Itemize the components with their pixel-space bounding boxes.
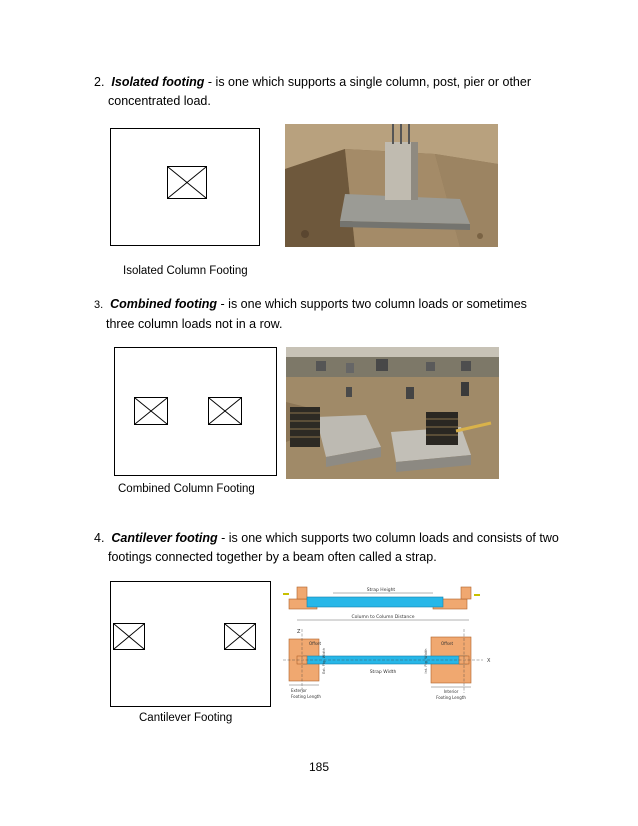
section-isolated-text bbox=[94, 73, 564, 111]
column-distance-label: Column to Column Distance bbox=[351, 615, 415, 620]
column-box bbox=[208, 397, 242, 425]
strap-width-label: Strap Width bbox=[369, 670, 397, 675]
strap-footing-diagram bbox=[283, 581, 498, 703]
section-number: 3. bbox=[94, 299, 104, 311]
term-combined-footing: Combined footing bbox=[110, 297, 218, 311]
combined-footing-photo bbox=[286, 347, 499, 479]
interior-label: Interior bbox=[443, 689, 459, 694]
definition-text: - is one which supports two column loads and consists of two bbox=[217, 531, 559, 545]
section-cantilever-text bbox=[94, 529, 564, 567]
section-cantilever-line1 bbox=[94, 529, 564, 548]
term-cantilever-footing: Cantilever footing bbox=[111, 531, 218, 545]
caption-combined: Combined Column Footing bbox=[118, 483, 255, 495]
section-combined-line2: three column loads not in a row. bbox=[106, 317, 283, 331]
section-cantilever-line2: footings connected together by a beam often called a strap. bbox=[108, 550, 437, 564]
definition-text: - is one which supports a single column, post, pier or other bbox=[204, 75, 532, 89]
section-isolated-line2: concentrated load. bbox=[108, 94, 211, 108]
interior-length-label: Footing Length bbox=[436, 695, 466, 700]
page-number: 185 bbox=[308, 760, 330, 774]
axis-z-label: Z bbox=[297, 629, 301, 635]
strap-height-label: Strap Height bbox=[366, 588, 396, 593]
column-box bbox=[167, 166, 207, 199]
combined-footing-plan bbox=[114, 347, 277, 476]
section-number: 2. bbox=[94, 75, 105, 89]
column-box bbox=[134, 397, 168, 425]
isolated-footing-plan bbox=[110, 128, 260, 246]
definition-text: - is one which supports two column loads or sometimes bbox=[217, 297, 527, 311]
exterior-label: Exterior bbox=[291, 688, 307, 693]
caption-isolated: Isolated Column Footing bbox=[123, 265, 248, 277]
section-number: 4. bbox=[94, 531, 105, 545]
axis-x-label: X bbox=[487, 658, 491, 664]
cantilever-footing-plan bbox=[110, 581, 271, 707]
isolated-footing-photo bbox=[285, 124, 498, 247]
offset-left-label: Offset bbox=[309, 641, 322, 646]
offset-right-label: Offset bbox=[441, 641, 454, 646]
section-isolated-line1 bbox=[94, 73, 564, 92]
caption-cantilever: Cantilever Footing bbox=[139, 712, 233, 724]
exterior-length-label: Footing Length bbox=[291, 694, 321, 699]
column-box bbox=[224, 623, 256, 650]
term-isolated-footing: Isolated footing bbox=[111, 75, 205, 89]
int-width-label: Int. Ftg. Width bbox=[424, 648, 428, 674]
section-combined-line1 bbox=[94, 295, 564, 315]
ext-width-label: Ext. Ftg. Width bbox=[322, 648, 326, 674]
section-combined-text bbox=[94, 295, 564, 334]
column-box bbox=[113, 623, 145, 650]
